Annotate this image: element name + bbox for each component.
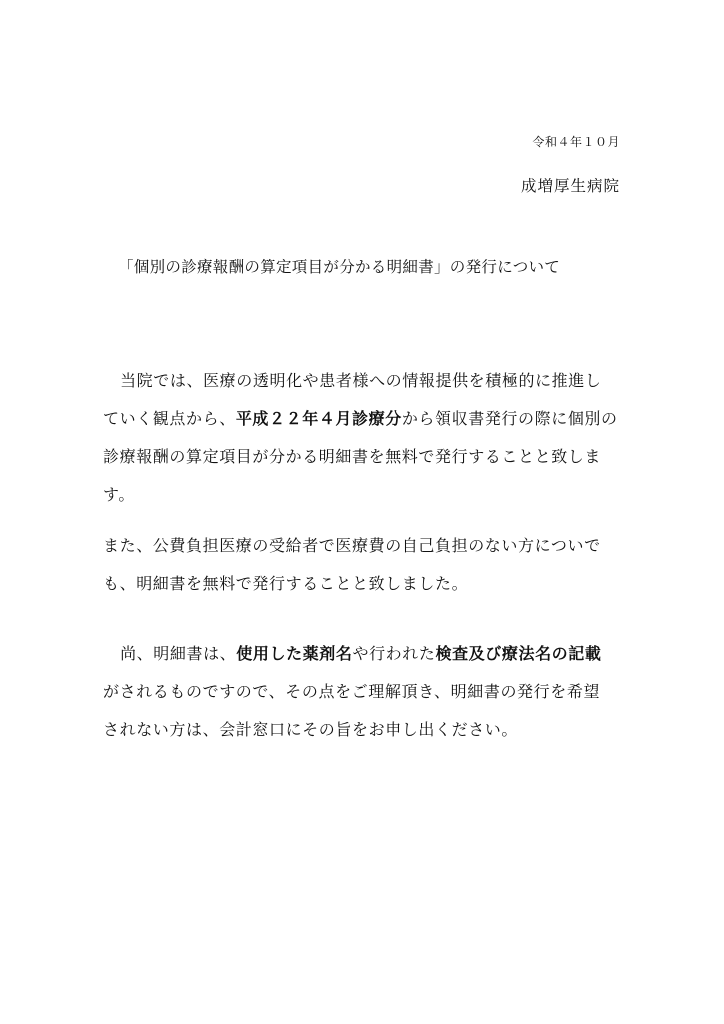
paragraph-1-line-2 <box>103 400 633 438</box>
paragraph-1-line-1-text: 当院では、医療の透明化や患者様への情報提供を積極的に推進し <box>120 371 602 390</box>
emphasis-exam-therapy: 検査及び療法名の記載 <box>435 644 602 663</box>
paragraph-1-line-2-a: ていく観点から、 <box>103 409 236 428</box>
paragraph-1 <box>103 362 633 514</box>
emphasis-drug-names: 使用した薬剤名 <box>236 644 353 663</box>
paragraph-2-line-2: も、明細書を無料で発行することと致しました。 <box>103 574 469 593</box>
paragraph-3-line-1 <box>103 635 633 673</box>
emphasis-treatment-period: 平成２２年４月診療分 <box>235 409 402 428</box>
paragraph-3-line-1-a: 尚、明細書は、 <box>120 644 237 663</box>
paragraph-3-line-1-b: や行われた <box>352 644 436 663</box>
paragraph-1-line-1 <box>103 362 633 400</box>
paragraph-3-line-2: がされるものですので、その点をご理解頂き、明細書の発行を希望 <box>103 682 601 701</box>
paragraph-2-line-1: また、公費負担医療の受給者で医療費の自己負担のない方についで <box>103 536 601 555</box>
indent <box>103 644 120 663</box>
paragraph-3-line-3: されない方は、会計窓口にその旨をお申し出ください。 <box>103 720 519 739</box>
paragraph-1-line-3: 診療報酬の算定項目が分かる明細書を無料で発行することと致しま <box>103 447 602 466</box>
document-title: 「個別の診療報酬の算定項目が分かる明細書」の発行について <box>118 258 561 276</box>
indent <box>103 371 120 390</box>
issue-date: 令和４年１０月 <box>532 135 620 149</box>
paragraph-1-line-4: す。 <box>103 485 135 504</box>
hospital-name: 成増厚生病院 <box>520 177 620 195</box>
paragraph-2 <box>103 527 633 603</box>
paragraph-3 <box>103 635 633 749</box>
paragraph-1-line-2-c: から領収書発行の際に個別の <box>401 409 618 428</box>
